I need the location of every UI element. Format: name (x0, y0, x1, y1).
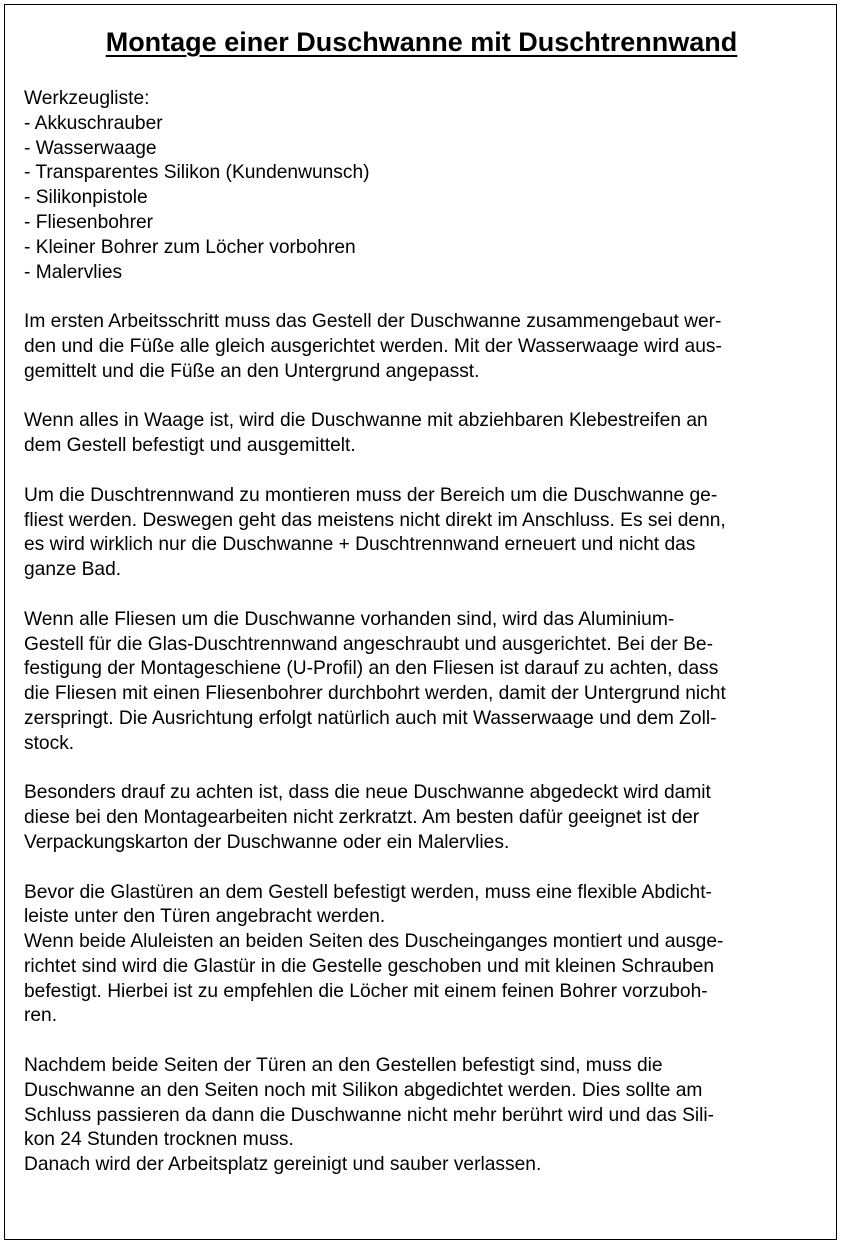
paragraph-line: die Fliesen mit einen Fliesenbohrer durchbohrt werden, damit der Untergrund nicht (24, 683, 726, 705)
paragraph-line: richtet sind wird die Glastür in die Gestelle geschoben und mit kleinen Schrauben (24, 955, 715, 977)
paragraph-tiling (24, 484, 824, 583)
paragraph-line: es wird wirklich nur die Duschwanne + Duschtrennwand erneuert und nicht das (24, 534, 696, 556)
paragraph-line: Schluss passieren da dann die Duschwanne nicht mehr berührt wird und das Sili- (24, 1104, 715, 1126)
paragraph-line: Wenn alle Fliesen um die Duschwanne vorhanden sind, wird das Aluminium- (24, 608, 675, 630)
paragraph-line: ren. (24, 1005, 58, 1027)
tool-item: - Silikonpistole (24, 187, 148, 209)
paragraph-cover-tub (24, 781, 824, 855)
paragraph-line: kon 24 Stunden trocknen muss. (24, 1129, 294, 1151)
paragraph-line: zerspringt. Die Ausrichtung erfolgt natürlich auch mit Wasserwaage und dem Zoll- (24, 707, 717, 729)
tool-list-heading: Werkzeugliste: (24, 88, 150, 109)
paragraph-line: befestigt. Hierbei ist zu empfehlen die Löcher mit einem feinen Bohrer vorzuboh- (24, 980, 708, 1002)
paragraph-line: ganze Bad. (24, 559, 122, 581)
paragraph-line: den und die Füße alle gleich ausgerichtet werden. Mit der Wasserwaage wird aus- (24, 335, 722, 357)
tool-item: - Fliesenbohrer (24, 211, 154, 233)
paragraph-line: Nachdem beide Seiten der Türen an den Gestellen befestigt sind, muss die (24, 1055, 663, 1077)
paragraph-silicone-sealing (24, 1054, 824, 1178)
tool-list-section (24, 87, 824, 285)
paragraph-line: stock. (24, 732, 75, 754)
paragraph-line: Um die Duschtrennwand zu montieren muss der Bereich um die Duschwanne ge- (24, 484, 718, 506)
document-title: Montage einer Duschwanne mit Duschtrennwand (105, 27, 738, 57)
paragraph-line: Verpackungskarton der Duschwanne oder ein Malervlies. (24, 831, 510, 853)
paragraph-line: diese bei den Montagearbeiten nicht zerkratzt. Am besten dafür geeignet ist der (24, 807, 700, 829)
tool-item: - Transparentes Silikon (Kundenwunsch) (24, 162, 370, 184)
paragraph-line: Danach wird der Arbeitsplatz gereinigt und sauber verlassen. (24, 1154, 542, 1176)
tool-item: - Akkuschrauber (24, 112, 163, 134)
paragraph-line: Bevor die Glastüren an dem Gestell befestigt werden, muss eine flexible Abdicht- (24, 881, 712, 903)
tool-item: - Malervlies (24, 261, 123, 283)
paragraph-line: gemittelt und die Füße an den Untergrund angepasst. (24, 360, 480, 382)
paragraph-line: Besonders drauf zu achten ist, dass die neue Duschwanne abgedeckt wird damit (24, 782, 711, 804)
paragraph-line: dem Gestell befestigt und ausgemittelt. (24, 435, 356, 457)
tool-list (24, 112, 824, 286)
paragraph-fix-tub (24, 409, 824, 459)
paragraph-line: festigung der Montageschiene (U-Profil) an den Fliesen ist darauf zu achten, dass (24, 658, 719, 680)
paragraph-line: Gestell für die Glas-Duschtrennwand angeschraubt und ausgerichtet. Bei der Be- (24, 633, 713, 655)
paragraph-assembly-frame (24, 310, 824, 384)
tool-item: - Wasserwaage (24, 137, 157, 159)
paragraph-aluminium-frame (24, 608, 824, 757)
paragraph-line: fliest werden. Deswegen geht das meistens nicht direkt im Anschluss. Es sei denn, (24, 509, 726, 531)
paragraph-line: Im ersten Arbeitsschritt muss das Gestell der Duschwanne zusammengebaut wer- (24, 311, 722, 333)
paragraph-line: Duschwanne an den Seiten noch mit Silikon abgedichtet werden. Dies sollte am (24, 1079, 703, 1101)
paragraph-line: leiste unter den Türen angebracht werden. (24, 906, 386, 928)
document-body (24, 87, 824, 1203)
paragraph-glass-doors (24, 881, 824, 1030)
tool-item: - Kleiner Bohrer zum Löcher vorbohren (24, 236, 356, 258)
paragraph-line: Wenn beide Aluleisten an beiden Seiten des Duscheinganges montiert und ausge- (24, 931, 724, 953)
paragraph-line: Wenn alles in Waage ist, wird die Duschwanne mit abziehbaren Klebestreifen an (24, 410, 708, 432)
